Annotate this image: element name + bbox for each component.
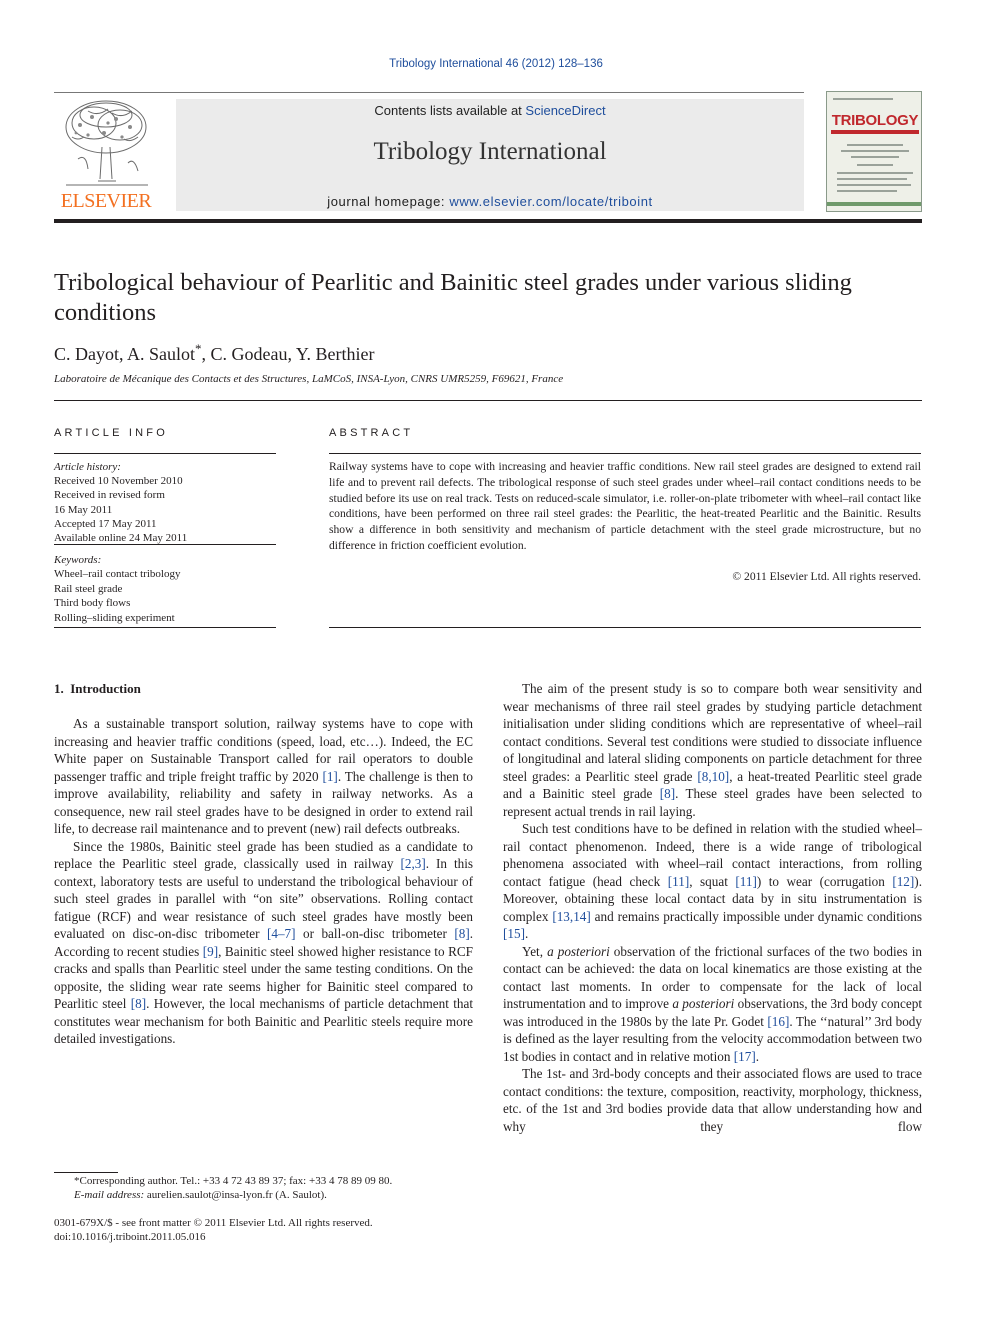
cover-title: TRIBOLOGY <box>831 112 919 129</box>
text-run: . The ‘‘natural’’ 3rd body is defined as the layer resulting from the velocity accommodation between two 1st bodies in contact and in relative motion <box>503 1013 922 1064</box>
text-run: . <box>524 926 529 941</box>
history-item: Accepted 17 May 2011 <box>54 517 157 530</box>
header-rule <box>54 92 804 93</box>
section-heading-introduction <box>54 681 141 697</box>
history-item: Available online 24 May 2011 <box>54 532 188 545</box>
issn-line: 0301-679X/$ - see front matter © 2011 Elsevier Ltd. All rights reserved. <box>54 1217 373 1229</box>
text-run: . <box>755 1048 760 1064</box>
section-title: Introduction <box>70 681 141 696</box>
corresponding-author-mark[interactable]: * <box>195 341 202 356</box>
divider <box>329 453 921 454</box>
history-item: 16 May 2011 <box>54 503 113 516</box>
citation-ref[interactable]: [1] <box>322 768 338 784</box>
text-run: . According to recent studies <box>54 926 474 959</box>
divider <box>54 453 276 454</box>
journal-cover-thumbnail[interactable] <box>826 91 922 212</box>
text-run: ). Moreover, obtaining these local contact data by in situ instrumentation is complex <box>503 873 922 924</box>
text-run: , a heat-treated Pearlitic steel grade and a Bainitic steel grade <box>503 768 922 801</box>
citation-ref[interactable]: [15] <box>503 926 525 941</box>
text-run: The aim of the present study is so to compare both wear sensitivity and wear mechanisms of three rail steel grades by studying particle detachment initialisation under sliding conditions which are representative of wheel–rail contact conditions. Several test conditions were studied to dissociate influence of longitudinal and lateral sliding components on particle detachment for three steel grades: a Pearlitic steel grade <box>503 681 922 784</box>
front-matter <box>54 1216 373 1245</box>
divider <box>54 400 922 401</box>
author-affiliation: Laboratoire de Mécanique des Contacts et des Structures, LaMCoS, INSA-Lyon, CNRS UMR5259, F69621, France <box>54 373 564 385</box>
elsevier-logo <box>54 97 164 215</box>
italic-text: a posteriori <box>547 943 610 959</box>
keyword-item: Rolling–sliding experiment <box>54 611 175 624</box>
citation-ref[interactable]: [16] <box>767 1013 790 1029</box>
email-suffix: (A. Saulot). <box>272 1189 327 1202</box>
abstract-heading: ABSTRACT <box>329 427 414 439</box>
article-history <box>54 460 187 545</box>
journal-citation[interactable]: Tribology International 46 (2012) 128–136 <box>389 58 603 70</box>
text-run: , Bainitic steel showed higher resistance to RCF cracks and spalls than Pearlitic steel under the same testing conditions. On the opposite, the sliding wear rate seems higher for Bainitic steel compared to Pearlitic steel <box>54 943 473 1011</box>
citation-ref[interactable]: [2,3] <box>400 856 426 871</box>
footnote-rule <box>54 1172 118 1173</box>
citation-ref[interactable]: [11] <box>735 873 757 889</box>
text-run: Such test conditions have to be defined in relation with the studied wheel–rail contact phenomenon. Indeed, there is a wide range of tribological phenomena associated with wheel–rail contact interactions, from rolling contact fatigue (head check <box>503 821 922 889</box>
divider <box>54 627 276 628</box>
homepage-link[interactable]: www.elsevier.com/locate/triboint <box>449 194 653 209</box>
text-run: . In this context, laboratory tests are useful to understand the tribological behaviour of such steel grades in parallel with “on site” observations. Rolling contact fatigue (RCF) and wear resistance of such steel grades have mostly been evaluated on disc-on-disc tribometer <box>54 856 473 941</box>
text-run: , squat <box>689 873 736 889</box>
citation-ref[interactable]: [8] <box>454 926 470 941</box>
body-paragraph <box>503 680 922 820</box>
text-run: . The challenge is then to improve availability, reliability and safety in railway networks. As a consequence, new rail steel grades have to be designed in order to extend rail life, to decrease rail maintenance and to prevent (new) rail defects outbreaks. <box>54 768 473 836</box>
body-paragraph <box>54 715 473 838</box>
text-run: As a sustainable transport solution, railway systems have to cope with increasing and heavier traffic conditions (speed, load, etc…). Indeed, the EC White paper on Sustainable Transport called for rail operators to double passenger traffic and triple freight traffic by 2020 <box>54 716 473 784</box>
author-list <box>54 341 374 365</box>
journal-homepage-line <box>176 194 804 209</box>
text-run: The 1st- and 3rd-body concepts and their associated flows are used to trace contact conditions: the texture, composition, reactivity, morphology, thickness, etc. of the 1st and 3rd bodies provide data that allow understanding how and why they flow <box>503 1066 922 1134</box>
keyword-item: Rail steel grade <box>54 582 123 595</box>
body-column-right <box>503 680 922 1135</box>
keyword-item: Wheel–rail contact tribology <box>54 568 181 581</box>
body-paragraph <box>503 1065 922 1135</box>
section-number: 1. <box>54 681 64 696</box>
article-info-heading: ARTICLE INFO <box>54 427 168 439</box>
text-run: . However, the local mechanisms of particle detachment that constitutes wear mechanism for both Bainitic and Pearlitic steels require more detailed investigations. <box>54 996 474 1046</box>
text-run: . These steel grades have been selected to represent actual trends in rail laying. <box>503 786 922 819</box>
citation-ref[interactable]: [8] <box>659 786 676 801</box>
email-link[interactable]: aurelien.saulot@insa-lyon.fr <box>146 1189 273 1202</box>
keywords-label: Keywords: <box>54 554 102 566</box>
keyword-item: Third body flows <box>54 597 131 610</box>
citation-ref[interactable]: [17] <box>733 1048 756 1064</box>
text-run: Since the 1980s, Bainitic steel grade has been studied as a candidate to replace the Pearlitic steel grade, classically used in railway <box>54 838 473 871</box>
text-run: observations, the 3rd body concept was introduced in the 1980s by the late Pr. Godet <box>503 996 922 1029</box>
sciencedirect-link[interactable]: ScienceDirect <box>525 103 606 118</box>
elsevier-wordmark: ELSEVIER <box>60 190 152 212</box>
body-paragraph <box>54 838 473 1048</box>
divider <box>54 544 276 545</box>
article-title: Tribological behaviour of Pearlitic and Bainitic steel grades under various sliding conditions <box>54 269 852 326</box>
citation-ref[interactable]: [13,14] <box>552 908 591 924</box>
text-run: Yet, <box>522 943 548 959</box>
text-run: observation of the frictional surfaces of the two bodies in contact can be achieved: the data on local kinematics are those existing at the contact last moments. In order to compensate for the lack of local instrumentation and to improve <box>503 943 922 1011</box>
keywords <box>54 553 180 625</box>
journal-name: Tribology International <box>373 138 607 165</box>
doi-link[interactable]: doi:10.1016/j.triboint.2011.05.016 <box>54 1231 206 1244</box>
text-run: and remains practically impossible under dynamic conditions <box>590 908 922 924</box>
body-paragraph <box>503 820 922 943</box>
elsevier-tree-icon <box>58 97 154 189</box>
history-item: Received in revised form <box>54 489 165 502</box>
homepage-prefix: journal homepage: <box>327 194 450 209</box>
text-run: ) to wear (corrugation <box>756 873 893 889</box>
citation-ref[interactable]: [9] <box>202 943 219 959</box>
history-label: Article history: <box>54 461 121 473</box>
citation-ref[interactable]: [11] <box>667 873 690 889</box>
citation-ref[interactable]: [8] <box>130 996 147 1011</box>
footnote <box>54 1174 392 1203</box>
body-paragraph <box>503 943 922 1066</box>
footnote-mark: * <box>74 1175 80 1187</box>
history-item: Received 10 November 2010 <box>54 475 183 488</box>
email-label: E-mail address: <box>74 1189 147 1202</box>
citation-ref[interactable]: [12] <box>892 873 915 889</box>
citation-ref[interactable]: [8,10] <box>697 768 730 784</box>
contents-available-line <box>176 103 804 118</box>
divider <box>329 627 921 628</box>
body-column-left <box>54 715 473 1048</box>
footnote-contact: Corresponding author. Tel.: +33 4 72 43 89 37; fax: +33 4 78 89 09 80. <box>79 1175 393 1187</box>
abstract-text: Railway systems have to cope with increasing and heavier traffic conditions. New rail steel grades are designed to extend rail life and to prevent rail defects. The tribological response of such steel grades under wheel–rail contact conditions needs to be studied before its use on real track. Tests on reduced-scale simulator, i.e. roller-on-plate tribometer with wheel–rail contact like conditions, have been performed on three rail steel grades: the Pearlitic, the heat-treated Pearlitic and the Bainitic. Results show a difference in both sensitivity and mechanism of particle detachment with the steel grade microstructure, but no difference in friction coefficient evolution. <box>329 460 921 552</box>
authors-after: , C. Godeau, Y. Berthier <box>201 344 375 364</box>
abstract-copyright: © 2011 Elsevier Ltd. All rights reserved. <box>732 570 921 583</box>
text-run: or ball-on-disc tribometer <box>295 926 455 941</box>
authors-before: C. Dayot, A. Saulot <box>54 344 196 364</box>
header-thick-rule <box>54 219 922 223</box>
contents-prefix: Contents lists available at <box>374 103 526 118</box>
italic-text: a posteriori <box>672 996 735 1011</box>
citation-ref[interactable]: [4–7] <box>266 926 296 941</box>
